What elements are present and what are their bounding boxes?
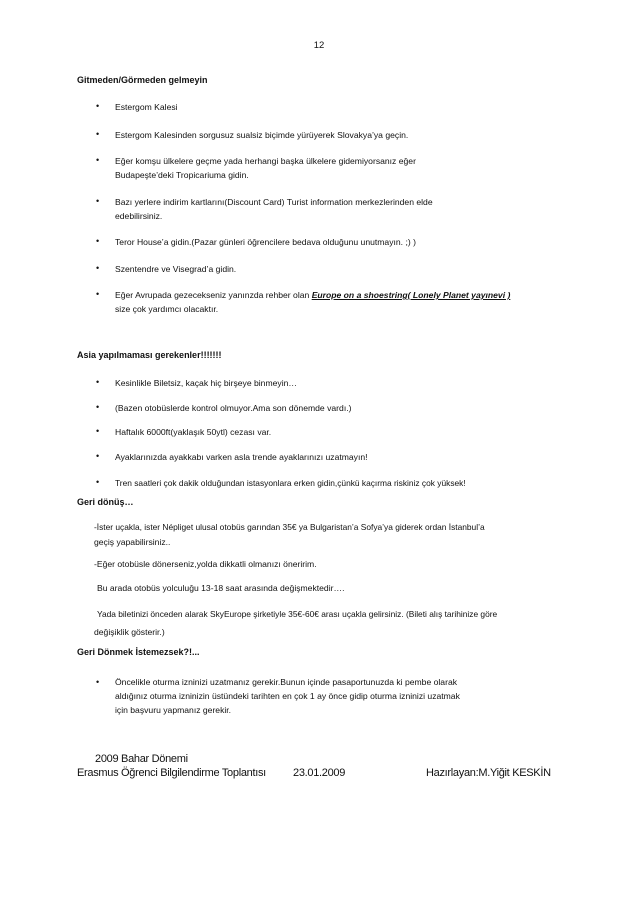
page-number: 12 bbox=[313, 40, 325, 51]
paragraph-text: Yada biletinizi önceden alarak SkyEurope şirketiyle 35€-60€ arası uçakla gelirsiniz. (Bileti alış tarihinize göre bbox=[97, 609, 498, 619]
footer-meeting: Erasmus Öğrenci Bilgilendirme Toplantısı bbox=[77, 767, 266, 779]
bullet-text: (Bazen otobüslerde kontrol olmuyor.Ama son dönemde vardı.) bbox=[115, 403, 352, 413]
book-title: Europe on a shoestring( Lonely Planet yayınevi ) bbox=[311, 290, 511, 300]
bullet-text-cont: aldığınız oturma izninizin üstündeki tarihten en çok 1 ay önce gidip oturma izninizi uzatmak bbox=[115, 691, 460, 701]
paragraph-text-cont: geçiş yapabilirsiniz.. bbox=[94, 537, 171, 547]
bullet-text: Bazı yerlere indirim kartlarını(Discount Card) Turist information merkezlerinden elde bbox=[115, 197, 433, 207]
section-heading-return: Geri dönüş… bbox=[77, 497, 134, 507]
bullet-text: Ayaklarınızda ayakkabı varken asla trende ayaklarınızı uzatmayın! bbox=[115, 452, 368, 462]
bullet-text: Haftalık 6000ft(yaklaşık 50ytl) cezası var. bbox=[115, 427, 272, 437]
bullet-dot: • bbox=[96, 129, 100, 139]
bullet-text-pre: Eğer Avrupada gezecekseniz yanınzda rehber olan bbox=[115, 290, 312, 300]
bullet-text: Öncelikle oturma izninizi uzatmanız gerekir.Bunun içinde pasaportunuzda ki pembe olarak bbox=[115, 677, 458, 687]
bullet-dot: • bbox=[96, 451, 100, 461]
bullet-text-cont: Budapeşte’deki Tropicariuma gidin. bbox=[115, 170, 249, 180]
paragraph-text-cont: değişiklik gösterir.) bbox=[94, 627, 165, 637]
paragraph-text: -İster uçakla, ister Népliget ulusal otobüs garından 35€ ya Bulgaristan’a Sofya’ya giderek ordan İstanbul’a bbox=[94, 522, 485, 532]
section-heading-must-see: Gitmeden/Görmeden gelmeyin bbox=[77, 75, 208, 85]
section-heading-stay: Geri Dönmek İstemezsek?!... bbox=[77, 647, 200, 657]
bullet-text: Kesinlikle Biletsiz, kaçak hiç birşeye binmeyin… bbox=[115, 378, 297, 388]
bullet-dot: • bbox=[96, 155, 100, 165]
bullet-text: Tren saatleri çok dakik olduğundan istasyonlara erken gidin,çünkü kaçırma riskiniz çok yüksek! bbox=[115, 478, 466, 488]
bullet-dot: • bbox=[96, 236, 100, 246]
bullet-text-cont: size çok yardımcı olacaktır. bbox=[115, 304, 219, 314]
bullet-dot: • bbox=[96, 477, 100, 487]
bullet-dot: • bbox=[96, 101, 100, 111]
footer-date: 23.01.2009 bbox=[293, 767, 346, 779]
bullet-text: Estergom Kalesi bbox=[115, 102, 178, 112]
bullet-text-cont: edebilirsiniz. bbox=[115, 211, 163, 221]
bullet-text-cont: için başvuru yapmanız gerekir. bbox=[115, 705, 232, 715]
bullet-text: Teror House’a gidin.(Pazar günleri öğrencilere bedava olduğunu unutmayın. ;) ) bbox=[115, 237, 416, 247]
bullet-text: Szentendre ve Visegrad’a gidin. bbox=[115, 264, 237, 274]
bullet-dot: • bbox=[96, 402, 100, 412]
bullet-dot: • bbox=[96, 426, 100, 436]
bullet-text: Estergom Kalesinden sorgusuz sualsiz biçimde yürüyerek Slovakya’ya geçin. bbox=[115, 130, 409, 140]
bullet-dot: • bbox=[96, 289, 100, 299]
bullet-dot: • bbox=[96, 677, 100, 687]
bullet-text: Eğer komşu ülkelere geçme yada herhangi başka ülkelere gidemiyorsanız eğer bbox=[115, 156, 416, 166]
footer-term: 2009 Bahar Dönemi bbox=[95, 753, 188, 765]
footer-author: Hazırlayan:M.Yiğit KESKİN bbox=[426, 767, 551, 779]
bullet-dot: • bbox=[96, 263, 100, 273]
bullet-dot: • bbox=[96, 377, 100, 387]
paragraph-text: Bu arada otobüs yolculuğu 13-18 saat arasında değişmektedir…. bbox=[97, 583, 345, 593]
section-heading-dont: Asia yapılmaması gerekenler!!!!!!! bbox=[77, 350, 222, 360]
bullet-dot: • bbox=[96, 196, 100, 206]
paragraph-text: -Eğer otobüsle dönerseniz,yolda dikkatli olmanızı öneririm. bbox=[94, 559, 317, 569]
